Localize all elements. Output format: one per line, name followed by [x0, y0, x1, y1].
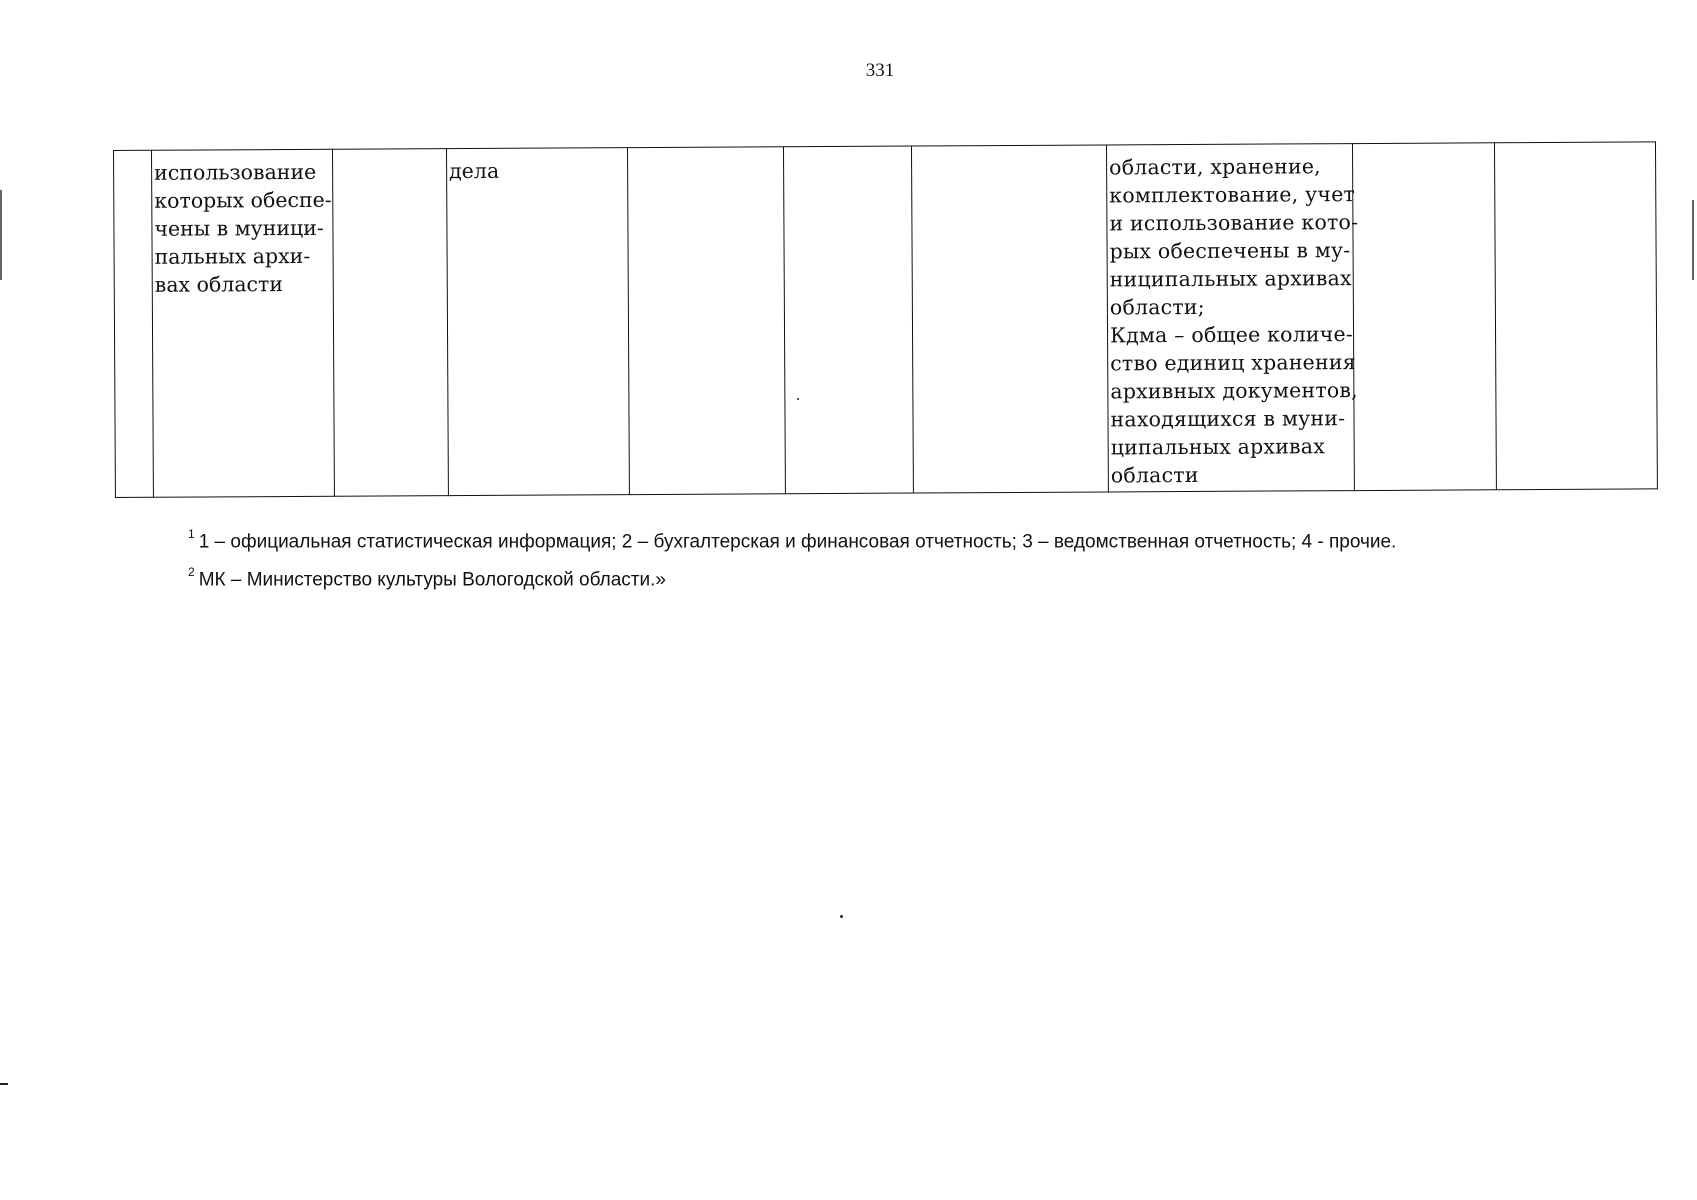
- table-cell-8: [1106, 144, 1359, 492]
- table-cell-7: [911, 145, 1108, 493]
- scan-edge-mark: [1692, 200, 1694, 280]
- cell-line: вах области: [154, 272, 284, 297]
- cell-line: Кдма – общее количе-: [1109, 322, 1354, 348]
- cell-line: ниципальных архивах: [1109, 266, 1352, 292]
- table-cell-5: [627, 147, 785, 495]
- cell-line: комплектование, учет: [1109, 182, 1356, 208]
- cell-text: [154, 158, 331, 299]
- scan-speck: [797, 398, 799, 400]
- cell-text: [1109, 152, 1359, 489]
- cell-line: и использование кото-: [1109, 210, 1359, 236]
- cell-line: пальных архи-: [154, 243, 311, 269]
- cell-line: архивных документов,: [1110, 378, 1358, 404]
- page-number: 331: [865, 60, 895, 81]
- scan-edge-mark: [0, 190, 2, 280]
- table-cell-10: [1494, 142, 1657, 490]
- cell-line: области;: [1109, 294, 1205, 320]
- cell-text: [449, 156, 625, 185]
- footnote-marker: 1: [188, 527, 195, 541]
- cell-line: области: [1110, 462, 1199, 488]
- table-cell-9: [1352, 143, 1496, 491]
- cell-line: ципальных архивах: [1110, 434, 1326, 460]
- footnote-marker: 2: [188, 565, 195, 580]
- table-cell-1: [114, 150, 154, 497]
- cell-line: рых обеспечены в му-: [1109, 238, 1351, 264]
- table-cell-6: [783, 146, 913, 494]
- data-table: [113, 141, 1658, 498]
- cell-line: дела: [449, 158, 500, 184]
- cell-line: ство единиц хранения: [1110, 350, 1356, 376]
- cell-line: находящихся в муни-: [1110, 406, 1346, 432]
- cell-line: чены в муници-: [154, 215, 324, 241]
- table-cell-2: [152, 149, 335, 497]
- table-cell-3: [332, 149, 448, 497]
- footnote-1: [188, 520, 1396, 558]
- scan-speck: [840, 915, 843, 918]
- cell-line: области, хранение,: [1109, 154, 1321, 180]
- footnote-text: МК – Министерство культуры Вологодской области.»: [198, 569, 666, 591]
- cell-line: использование: [154, 159, 317, 185]
- footnote-2: [188, 558, 1396, 596]
- footnote-text: 1 – официальная статистическая информация; 2 – бухгалтерская и финансовая отчетность; 3 – ведомственная отчетность; 4 - прочие.: [198, 531, 1397, 553]
- table-row: [114, 142, 1658, 498]
- cell-line: которых обеспе-: [154, 187, 332, 213]
- table-cell-4: [446, 148, 629, 496]
- scan-edge-mark: [0, 1083, 8, 1085]
- footnotes: [188, 520, 1396, 597]
